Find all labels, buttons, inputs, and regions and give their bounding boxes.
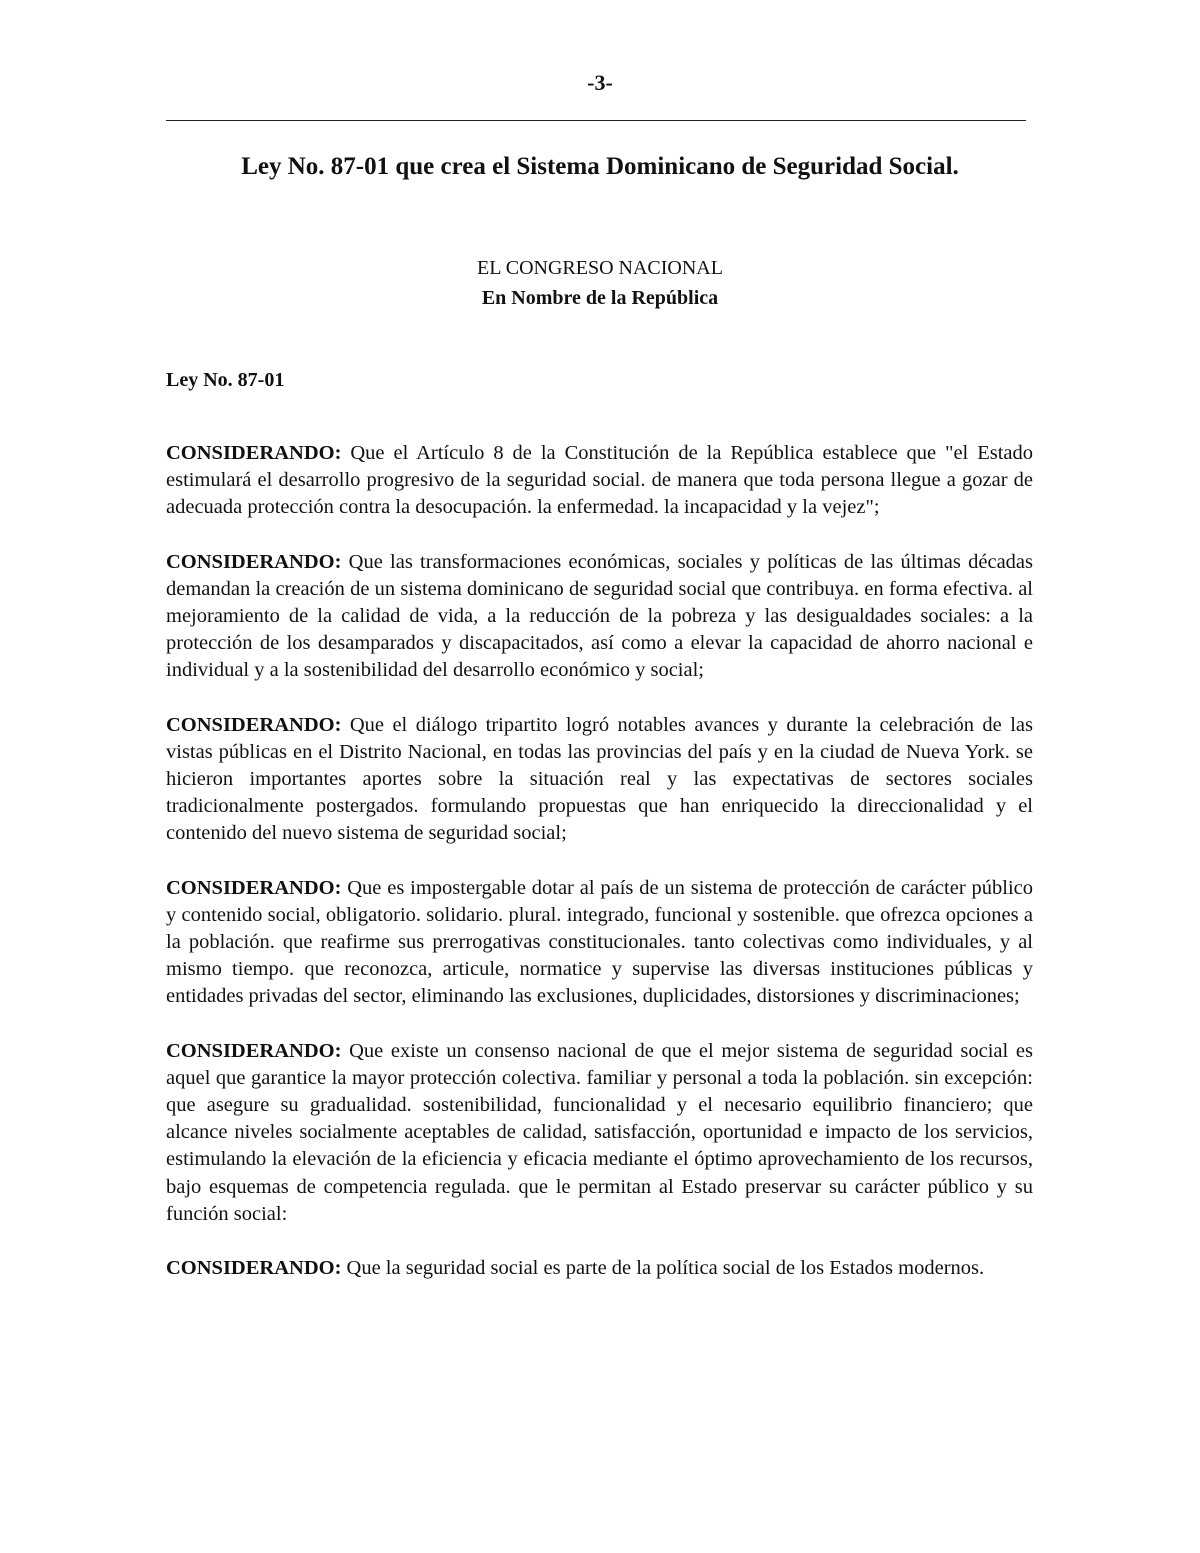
clause-text: Que el Artículo 8 de la Constitución de la República establece que "el Estado estimulará el desarrollo progresivo de la seguridad social. de manera que toda persona llegue a gozar de adecuada protección contra la desocupación. la enfermedad. la incapacidad y la vejez"; [166,442,1033,519]
clause-paragraph [166,549,1033,685]
clause-paragraph [166,440,1033,522]
clause-paragraph [166,875,1033,1011]
clause-text: Que existe un consenso nacional de que el mejor sistema de seguridad social es aquel que garantice la mayor protección colectiva. familiar y personal a toda la población. sin excepción: que asegure su gradualidad. sostenibilidad, funcionalidad y el necesario equilibrio financiero; que alcance niveles socialmente aceptables de calidad, satisfacción, oportunidad e impacto de los servicios, estimulando la elevación de la eficiencia y eficacia mediante el óptimo aprovechamiento de los recursos, bajo esquemas de competencia regulada. que le permitan al Estado preservar su carácter público y su función social: [166,1039,1033,1225]
header-divider [166,120,1026,121]
clause-keyword: CONSIDERANDO: [166,442,342,464]
issuer-name: EL CONGRESO NACIONAL [477,257,723,279]
issuer-subtitle: En Nombre de la República [481,287,719,309]
clause-paragraph [166,712,1033,848]
document-title: Ley No. 87-01 que crea el Sistema Dominicano de Seguridad Social. [241,153,959,180]
clause-keyword: CONSIDERANDO: [166,550,342,573]
law-number: Ley No. 87-01 [166,369,285,391]
page-number: -3- [587,70,613,95]
clause-text: Que es impostergable dotar al país de un sistema de protección de carácter público y contenido social, obligatorio. solidario. plural. integrado, funcional y sostenible. que ofrezca opciones a la población. que reafirme sus prerrogativas constitucionales. tanto colectivas como individuales, y al mismo tiempo. que reconozca, articule, normatice y supervise las diversas instituciones públicas y entidades privadas del sector, eliminando las exclusiones, duplicidades, distorsiones y discriminaciones; [166,876,1033,1008]
document-body [166,440,1033,1309]
clause-keyword: CONSIDERANDO: [166,713,342,736]
clause-text: Que el diálogo tripartito logró notables avances y durante la celebración de las vistas públicas en el Distrito Nacional, en todas las provincias del país y en la ciudad de Nueva York. se hicieron importantes aportes sobre la situación real y las expectativas de sectores sociales tradicionalmente postergados. formulando propuestas que han enriquecido la direccionalidad y el contenido del nuevo sistema de seguridad social; [166,713,1033,845]
clause-keyword: CONSIDERANDO: [166,876,342,899]
clause-paragraph [166,1038,1033,1228]
clause-keyword: CONSIDERANDO: [166,1257,342,1280]
clause-paragraph [166,1255,1033,1282]
clause-text: Que las transformaciones económicas, sociales y políticas de las últimas décadas demandan la creación de un sistema dominicano de seguridad social que contribuya. en forma efectiva. al mejoramiento de la calidad de vida, a la reducción de la pobreza y las desigualdades sociales: a la protección de los desamparados y discapacitados, así como a elevar la capacidad de ahorro nacional e individual y a la sostenibilidad del desarrollo económico y social; [166,550,1033,682]
clause-text: Que la seguridad social es parte de la política social de los Estados modernos. [341,1257,985,1280]
clause-keyword: CONSIDERANDO: [166,1039,342,1062]
issuer-block [0,253,1200,313]
